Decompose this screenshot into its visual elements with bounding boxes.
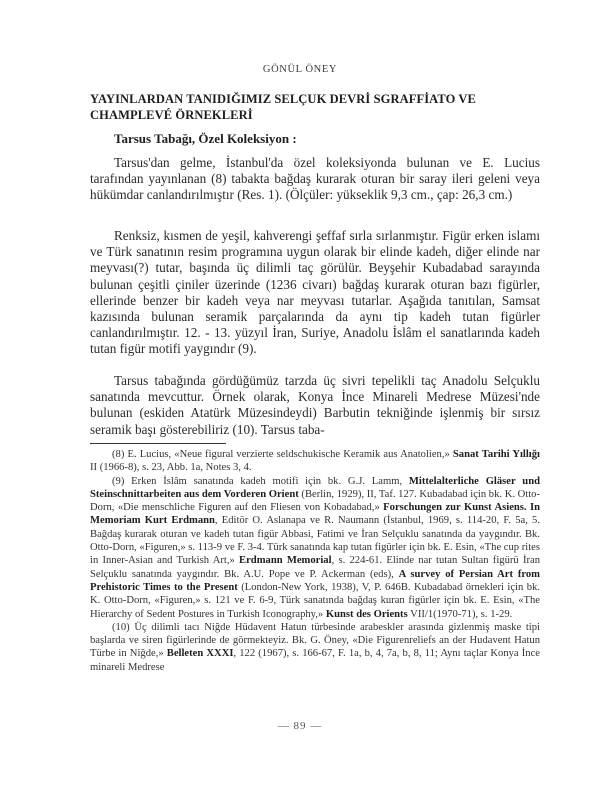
running-head-author: GÖNÜL ÖNEY — [262, 64, 338, 75]
body-paragraph-3 — [90, 373, 540, 438]
footnote-bold-title: Sanat Tarihi Yıllığı — [452, 449, 540, 460]
footnote-text: (Berlin, 1929), II, Taf. 127. Kubadabad için bk. K. Otto-Dorn, «Die menschliche Figuren auf den Fliesen von Kobadabad,» — [90, 488, 541, 514]
footnote-8 — [90, 448, 540, 475]
section-title: YAYINLARDAN TANIDIĞIMIZ SELÇUK DEVRİ SGRAFFİATO VE CHAMPLEVÉ ÖRNEKLERİ — [90, 92, 476, 122]
footnote-text: (London-New York, 1938), V, P. 646B. Kubadabad örnekleri için bk. K. Otto-Dorn, «Figuren,» s. 121 ve F. 6-9, Türk sanatında bağdaş kuran figürler için bk. E. Esin, «The Hierarchy of Sedent Postures in Turkish Iconography,» — [90, 581, 540, 620]
page-number: — 89 — — [277, 720, 323, 732]
paragraph-text: Tarsus tabağında gördüğümüz tarzda üç sivri tepelikli taç Anadolu Selçuklu sanatında mevcuttur. Örnek olarak, Konya İnce Minareli Medrese Müzesi'nde bulunan (eskiden Atatürk Müzesindeydi) Barbutin tekniğinde işlenmiş bir sırsız seramik başı gösterebiliriz (10). Tarsus taba- — [90, 373, 540, 437]
footnote-text: VII/1(1970-71), s. 1-29. — [407, 608, 513, 620]
footnote-text: (9) Erken İslâm sanatında kadeh motifi için bk. G.J. Lamm, — [112, 475, 409, 487]
footnote-text: , Editör O. Aslanapa ve R. Naumann (İstanbul, 1969, s. 114-20, F. 5a, 5. Bağdaş kurarak oturan ve kadeh tutan figür Abbasi, Fatimi ve İran Selçuklu sanatında da yaygındır. Bk. Otto-Dorn, «Figuren,» s. 113-9 ve F. 3-4. Türk sanatında kap tutan figürler için bk. E. Esin, «The cup rites in Inner-Asian and Turkish Art,» — [90, 515, 540, 567]
footnote-text: II (1966-8), s. 23, Abb. 1a, Notes 3, 4. — [90, 462, 252, 474]
footnote-9 — [90, 475, 540, 621]
footnote-text: , s. 224-61. Elinde nar tutan Sultan figürü İran Selçuklu sanatında yaygındır. Bk. A.U. Pope ve P. Ackerman (eds), — [90, 555, 540, 580]
footnote-text: , 122 (1967), s. 166-67, F. 1a, b, 4, 7a, b, 8, 11; Aynı taçlar Konya İnce minareli Medrese — [90, 648, 540, 673]
footnote-bold-title: Belleten XXXI — [166, 648, 234, 660]
footnotes — [90, 448, 540, 674]
paragraph-text: Tarsus'dan gelme, İstanbul'da özel koleksiyonda bulunan ve E. Lucius tarafından yayınlanan (8) tabakta bağdaş kurarak oturan bir saray ileri geleni veya hükümdar canlandırılmıştır (Res. 1). (Ölçüler: yükseklik 9,3 cm., çap: 26,3 cm.) — [90, 155, 540, 203]
footnote-separator — [90, 443, 226, 444]
footnote-bold-title: Mittelalterliche Gläser und Steinschnittarbeiten aus dem Vorderen Orient — [90, 475, 540, 500]
footnote-bold-title: Forschungen zur Kunst Asiens. In Memoriam Kurt Erdmann — [90, 502, 540, 527]
body-paragraph-2 — [90, 228, 540, 358]
footnote-text: (10) Üç dilimli tacı Niğde Hüdavent Hatun türbesinde arabeskler arasında gizlenmiş maske tipi başlarda ve siren figürlerinde de görmekteyiz. Bk. G. Öney, «Die Figurenreliefs an der Hudavent Hatun Türbe in Niğde,» — [90, 621, 540, 660]
section-subtitle: Tarsus Tabağı, Özel Koleksiyon : — [114, 131, 297, 146]
footnote-bold-title: Erdmann Memorial — [239, 555, 332, 567]
footnote-bold-title: A survey of Persian Art from Prehistoric Times to the Present — [90, 568, 540, 593]
footnote-10 — [90, 621, 540, 674]
body-paragraph-1 — [90, 155, 540, 204]
footnote-bold-title: Kunst des Orients — [325, 608, 408, 620]
footnote-text: (8) E. Lucius, «Neue figural verzierte seldschukische Keramik aus Anatolien,» — [112, 449, 453, 460]
paragraph-text: Renksiz, kısmen de yeşil, kahverengi şeffaf sırla sırlanmıştır. Figür erken islamı ve Türk sanatının resim programına uygun olarak bir elinde kadeh, diğer elinde nar meyvası(?) tutar, başında üç dilimli taç görülür. Beyşehir Kubadabad sarayında bulunan çeşitli çiniler üzerinde (1236 civarı) bağdaş kurarak oturan bazı figürler, ellerinde benzer bir kadeh veya nar meyvası tutarlar. Aşağıda tanıtılan, Samsat kazısında bulunan seramik parçalarında da aynı tip kadeh tutan figürler canlandırılmıştır. 12. - 13. yüzyıl İran, Suriye, Anadolu İslâm el sanatlarında kadeh tutan figür motifi yaygındır (9). — [90, 228, 540, 357]
